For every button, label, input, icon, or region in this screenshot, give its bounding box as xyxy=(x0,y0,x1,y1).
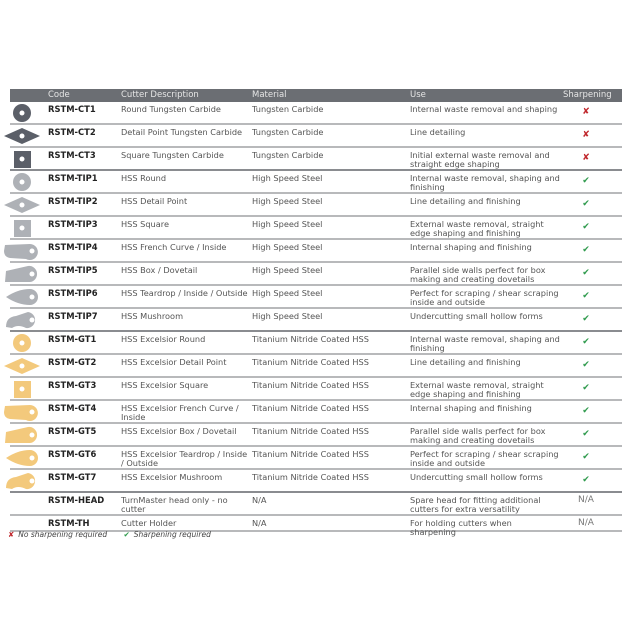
table-row xyxy=(10,424,622,447)
table-row xyxy=(10,102,622,125)
check-icon: ✔ xyxy=(582,314,590,324)
table-row xyxy=(10,263,622,286)
use: Parallel side walls perfect for box making and creating dovetails xyxy=(410,265,546,284)
description: HSS Excelsior Teardrop / Inside / Outside xyxy=(121,449,248,468)
code: RSTM-GT1 xyxy=(48,334,97,344)
square-cutter-icon xyxy=(0,378,44,400)
sharpening-value: N/A xyxy=(578,495,594,505)
check-icon: ✔ xyxy=(582,406,590,416)
cross-icon: ✘ xyxy=(8,530,15,539)
code: RSTM-CT3 xyxy=(48,150,96,160)
code: RSTM-TIP1 xyxy=(48,173,98,183)
header-sharpening: Sharpening xyxy=(563,90,612,100)
code: RSTM-TIP6 xyxy=(48,288,98,298)
material: High Speed Steel xyxy=(252,311,323,321)
legend-sharpening: Sharpening required xyxy=(133,530,211,539)
use: Spare head for fitting additional cutters for extra versatility xyxy=(410,495,541,514)
table-row xyxy=(10,401,622,424)
french-curve-cutter-icon xyxy=(0,240,44,262)
code: RSTM-GT5 xyxy=(48,426,97,436)
use: Line detailing and finishing xyxy=(410,196,521,206)
description: HSS Excelsior French Curve / Inside xyxy=(121,403,239,422)
table-row xyxy=(10,309,622,332)
use: Initial external waste removal and straight edge shaping xyxy=(410,150,550,169)
description: HSS Detail Point xyxy=(121,196,188,206)
code: RSTM-GT2 xyxy=(48,357,97,367)
description: Square Tungsten Carbide xyxy=(121,150,224,160)
table-row xyxy=(10,217,622,240)
code: RSTM-HEAD xyxy=(48,495,105,505)
code: RSTM-GT3 xyxy=(48,380,97,390)
description: HSS Teardrop / Inside / Outside xyxy=(121,288,248,298)
cross-icon: ✘ xyxy=(582,130,590,140)
round-cutter-icon xyxy=(0,102,44,124)
table-row xyxy=(10,493,622,516)
material: High Speed Steel xyxy=(252,173,323,183)
table-row xyxy=(10,286,622,309)
sharpening-value: N/A xyxy=(578,518,594,528)
table-row xyxy=(10,378,622,401)
header-use: Use xyxy=(410,90,426,100)
description: HSS Excelsior Mushroom xyxy=(121,472,223,482)
check-icon: ✔ xyxy=(123,530,130,539)
legend xyxy=(8,530,215,539)
check-icon: ✔ xyxy=(582,383,590,393)
material: Titanium Nitride Coated HSS xyxy=(252,472,369,482)
square-cutter-icon xyxy=(0,148,44,170)
code: RSTM-GT4 xyxy=(48,403,97,413)
teardrop-cutter-icon xyxy=(0,447,44,469)
box-cutter-icon xyxy=(0,263,44,285)
material: N/A xyxy=(252,495,267,505)
material: Tungsten Carbide xyxy=(252,104,324,114)
use: Internal shaping and finishing xyxy=(410,403,532,413)
square-cutter-icon xyxy=(0,217,44,239)
check-icon: ✔ xyxy=(582,337,590,347)
use: Internal waste removal and shaping xyxy=(410,104,558,114)
code: RSTM-CT1 xyxy=(48,104,96,114)
material: High Speed Steel xyxy=(252,265,323,275)
description: Round Tungsten Carbide xyxy=(121,104,221,114)
header-material: Material xyxy=(252,90,287,100)
code: RSTM-GT6 xyxy=(48,449,97,459)
code: RSTM-TIP4 xyxy=(48,242,98,252)
code: RSTM-TIP3 xyxy=(48,219,98,229)
cross-icon: ✘ xyxy=(582,107,590,117)
check-icon: ✔ xyxy=(582,268,590,278)
material: Titanium Nitride Coated HSS xyxy=(252,449,369,459)
check-icon: ✔ xyxy=(582,176,590,186)
description: HSS French Curve / Inside xyxy=(121,242,227,252)
use: Internal shaping and finishing xyxy=(410,242,532,252)
material: Titanium Nitride Coated HSS xyxy=(252,380,369,390)
material: Tungsten Carbide xyxy=(252,127,324,137)
code: RSTM-GT7 xyxy=(48,472,97,482)
code: RSTM-TIP5 xyxy=(48,265,98,275)
check-icon: ✔ xyxy=(582,245,590,255)
material: High Speed Steel xyxy=(252,242,323,252)
table-row xyxy=(10,125,622,148)
mushroom-cutter-icon xyxy=(0,470,44,492)
use: Line detailing and finishing xyxy=(410,357,521,367)
code: RSTM-TH xyxy=(48,518,90,528)
header-description: Cutter Description xyxy=(121,90,199,100)
table-row xyxy=(10,470,622,493)
description: HSS Excelsior Round xyxy=(121,334,206,344)
check-icon: ✔ xyxy=(582,199,590,209)
description: HSS Round xyxy=(121,173,167,183)
use: External waste removal, straight edge shaping and finishing xyxy=(410,380,544,399)
table-row xyxy=(10,332,622,355)
use: For holding cutters when sharpening xyxy=(410,518,512,537)
cross-icon: ✘ xyxy=(582,153,590,163)
check-icon: ✔ xyxy=(582,222,590,232)
material: Tungsten Carbide xyxy=(252,150,324,160)
description: HSS Excelsior Detail Point xyxy=(121,357,227,367)
use: Undercutting small hollow forms xyxy=(410,311,543,321)
header-code: Code xyxy=(48,90,70,100)
diamond-cutter-icon xyxy=(0,194,44,216)
round-cutter-icon xyxy=(0,332,44,354)
code: RSTM-TIP2 xyxy=(48,196,98,206)
use: Perfect for scraping / shear scraping inside and outside xyxy=(410,449,559,468)
material: Titanium Nitride Coated HSS xyxy=(252,334,369,344)
table-row xyxy=(10,194,622,217)
teardrop-cutter-icon xyxy=(0,286,44,308)
check-icon: ✔ xyxy=(582,452,590,462)
table-header xyxy=(10,89,622,102)
description: HSS Mushroom xyxy=(121,311,184,321)
french-curve-cutter-icon xyxy=(0,401,44,423)
material: High Speed Steel xyxy=(252,219,323,229)
legend-no-sharpening: No sharpening required xyxy=(18,530,108,539)
check-icon: ✔ xyxy=(582,360,590,370)
check-icon: ✔ xyxy=(582,475,590,485)
material: High Speed Steel xyxy=(252,288,323,298)
check-icon: ✔ xyxy=(582,291,590,301)
description: TurnMaster head only - no cutter xyxy=(121,495,228,514)
description: HSS Box / Dovetail xyxy=(121,265,198,275)
description: HSS Square xyxy=(121,219,169,229)
use: Parallel side walls perfect for box making and creating dovetails xyxy=(410,426,546,445)
material: Titanium Nitride Coated HSS xyxy=(252,403,369,413)
table-row xyxy=(10,171,622,194)
material: Titanium Nitride Coated HSS xyxy=(252,357,369,367)
description: HSS Excelsior Square xyxy=(121,380,209,390)
round-cutter-icon xyxy=(0,171,44,193)
material: N/A xyxy=(252,518,267,528)
use: Internal waste removal, shaping and finishing xyxy=(410,334,560,353)
diamond-cutter-icon xyxy=(0,355,44,377)
use: External waste removal, straight edge shaping and finishing xyxy=(410,219,544,238)
description: Detail Point Tungsten Carbide xyxy=(121,127,243,137)
use: Perfect for scraping / shear scraping inside and outside xyxy=(410,288,559,307)
box-cutter-icon xyxy=(0,424,44,446)
material: Titanium Nitride Coated HSS xyxy=(252,426,369,436)
use: Line detailing xyxy=(410,127,466,137)
code: RSTM-CT2 xyxy=(48,127,96,137)
table-row xyxy=(10,240,622,263)
table-row xyxy=(10,447,622,470)
use: Undercutting small hollow forms xyxy=(410,472,543,482)
code: RSTM-TIP7 xyxy=(48,311,98,321)
description: Cutter Holder xyxy=(121,518,177,528)
material: High Speed Steel xyxy=(252,196,323,206)
table-row xyxy=(10,148,622,171)
mushroom-cutter-icon xyxy=(0,309,44,331)
use: Internal waste removal, shaping and finishing xyxy=(410,173,560,192)
table-row xyxy=(10,355,622,378)
description: HSS Excelsior Box / Dovetail xyxy=(121,426,237,436)
check-icon: ✔ xyxy=(582,429,590,439)
diamond-cutter-icon xyxy=(0,125,44,147)
